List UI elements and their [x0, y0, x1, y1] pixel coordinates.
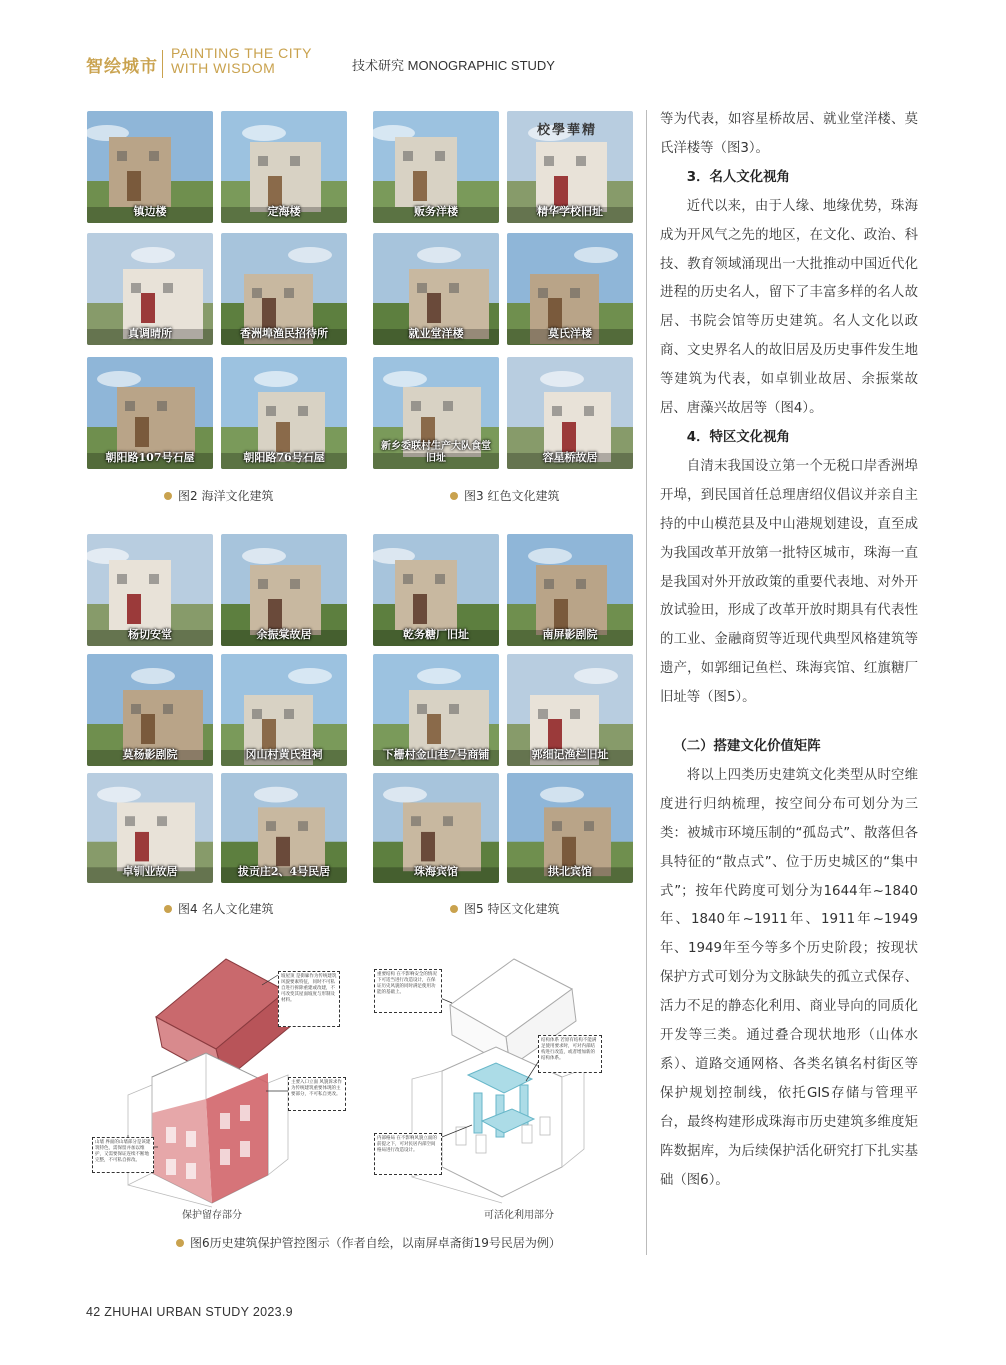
- fig6-caption: [176, 1234, 561, 1251]
- building-photo: [87, 773, 213, 883]
- note-gable-wall: 山墙 界面的山墙部分是该建筑特色，需保留并加以维护，又需要保证连续不断地完整，不可私自拆改。: [92, 1137, 154, 1173]
- building-photo: [373, 111, 499, 223]
- photo-label: 新乡委联村生产大队食堂旧址: [381, 441, 491, 464]
- fig2-caption-text: 图2 海洋文化建筑: [178, 489, 274, 503]
- building-photo: [373, 357, 499, 469]
- photo-label: 杨切安堂: [128, 628, 172, 641]
- note-entrance-facade: 主要入口立面 风貌诉求作为传统建筑重要体现的主要部分，不可私自更改。: [288, 1077, 346, 1111]
- photo-label: 下栅村金山巷7号商铺: [382, 748, 490, 761]
- building-photo: [221, 111, 347, 223]
- heading-celebrity-culture: 3．名人文化视角: [686, 169, 790, 185]
- building-photo: [87, 654, 213, 766]
- protected-part-diagram: [88, 945, 348, 1210]
- caption-bullet: [164, 492, 172, 500]
- reusable-part-label: 可活化利用部分: [484, 1210, 554, 1221]
- photo-label: 就业堂洋楼: [408, 327, 464, 340]
- building-photo: [221, 357, 347, 469]
- building-photo: [507, 357, 633, 469]
- photo-label: 拔贡庄2、4号民居: [237, 865, 331, 878]
- building-photo: [87, 534, 213, 646]
- fig4-caption-text: 图4 名人文化建筑: [178, 902, 274, 916]
- building-photo: [221, 654, 347, 766]
- fig3-caption-text: 图3 红色文化建筑: [464, 489, 560, 503]
- fig4-caption: [164, 900, 273, 917]
- paragraph-celebrity-culture: 近代以来，由于人缘、地缘优势，珠海成为开风气之先的地区，在文化、政治、科技、教育领域涌现出一大批推动中国近代化进程的历史名人，留下了丰富多样的名人故居、书院会馆等历史建筑。名人文化以政商、文史界名人的故旧居及历史事件发生地等建筑为代表，如卓钏业故居、余振棠故居、唐藻兴故居等（图4）。: [660, 198, 918, 417]
- photo-label: 真调晴所: [128, 327, 172, 340]
- photo-label: 冈山村黄氏祖祠: [245, 748, 323, 761]
- building-photo: [221, 534, 347, 646]
- note-key-structure: 重要结构 在不影响安全的情况下可适当进行改造设计，在保证历史风貌的同时满足使用功能的基础上。: [374, 969, 442, 1013]
- brand-en-line2: WITH WISDOM: [171, 60, 276, 76]
- photo-label: 朝阳路107号石屋: [105, 451, 195, 464]
- fig5-caption: [450, 900, 559, 917]
- fig6-caption-text: 图6历史建筑保护管控图示（作者自绘，以南屏卓斋街19号民居为例）: [190, 1236, 561, 1250]
- fig2-caption: [164, 487, 273, 504]
- fig3-caption: [450, 487, 559, 504]
- building-photo: [373, 534, 499, 646]
- magazine-brand: 智绘城市: [86, 57, 158, 77]
- photo-label: 容星桥故居: [542, 451, 598, 464]
- body-text-column: [660, 106, 918, 1196]
- heading-sez-culture: 4．特区文化视角: [686, 429, 790, 445]
- photo-label: 拱北宾馆: [548, 865, 592, 878]
- photo-label: 贩务洋楼: [414, 205, 458, 218]
- header-divider: [162, 50, 163, 78]
- photo-label: 珠海宾馆: [414, 865, 458, 878]
- caption-bullet: [164, 905, 172, 913]
- reusable-part-diagram: [372, 945, 634, 1210]
- protected-part-label: 保护留存部分: [182, 1210, 242, 1221]
- heading-value-matrix: （二）搭建文化价值矩阵: [673, 739, 821, 755]
- photo-label: 郭细记渔栏旧址: [531, 748, 609, 761]
- caption-bullet: [450, 905, 458, 913]
- magazine-brand-en: [171, 46, 312, 76]
- note-structural-system: 结构体系 若原有结构不能满足使用要求时，可对内部结构进行改造，或者增加新的结构体系。: [538, 1035, 602, 1073]
- building-photo: [507, 534, 633, 646]
- caption-bullet: [450, 492, 458, 500]
- building-photo: [87, 357, 213, 469]
- note-interior-layout: 内部格局 在不影响风貌立面的前提之下，可对民居内部空间格局进行改造设计。: [374, 1133, 442, 1175]
- photo-label: 镇边楼: [133, 205, 167, 218]
- building-photo: [507, 111, 633, 223]
- building-photo: [373, 233, 499, 345]
- photo-label: 卓钏业故居: [122, 865, 178, 878]
- photo-label: 香洲埠渔民招待所: [240, 327, 328, 340]
- photo-label: 莫杨影剧院: [122, 748, 178, 761]
- photo-label: 莫氏洋楼: [548, 327, 592, 340]
- building-photo: [507, 654, 633, 766]
- building-photo: [221, 773, 347, 883]
- photo-label: 乾务糖厂旧址: [403, 628, 469, 641]
- page-footer: 42 ZHUHAI URBAN STUDY 2023.9: [86, 1305, 293, 1319]
- photo-label: 朝阳路76号石屋: [243, 451, 325, 464]
- paragraph-sez-culture: 自清末我国设立第一个无税口岸香洲埠开埠，到民国首任总理唐绍仪倡议并亲自主持的中山模范县及中山港规划建设，直至成为我国改革开放第一批特区城市，珠海一直是我国对外开放政策的重要代表地、对外开放试验田，形成了改革开放时期具有代表性的工业、金融商贸等近现代典型风格建筑等遗产，如郭细记鱼栏、珠海宾馆、红旗糖厂旧址等（图5）。: [660, 458, 918, 706]
- brand-en-line1: PAINTING THE CITY: [171, 45, 312, 61]
- caption-bullet: [176, 1239, 184, 1247]
- photo-label: 精华学校旧址: [537, 205, 603, 218]
- building-photo: [507, 773, 633, 883]
- photo-label: 南屏影剧院: [542, 628, 598, 641]
- photo-label: 余振棠故居: [256, 628, 312, 641]
- building-photo: [373, 654, 499, 766]
- school-sign-text: 校學華精: [537, 123, 598, 138]
- building-photo: [373, 773, 499, 883]
- section-title: 技术研究 MONOGRAPHIC STUDY: [352, 58, 555, 73]
- column-divider: [646, 110, 647, 1255]
- paragraph-continued: 等为代表，如容星桥故居、就业堂洋楼、莫氏洋楼等（图3）。: [660, 112, 918, 156]
- fig5-caption-text: 图5 特区文化建筑: [464, 902, 560, 916]
- building-photo: [87, 233, 213, 345]
- building-photo: [507, 233, 633, 345]
- building-photo: [221, 233, 347, 345]
- note-roof: 坡屋顶 是街廊作为传统建筑风貌要素特征，同时不可私自进行拆除重建或改建，不可改变其屋面坡度与形制及材料。: [278, 971, 340, 1027]
- photo-label: 定海楼: [267, 205, 301, 218]
- paragraph-value-matrix: 将以上四类历史建筑文化类型从时空维度进行归纳梳理，按空间分布可划分为三类：被城市环境压制的“孤岛式”、散落但各具特征的“散点式”、位于历史城区的“集中式”；按年代跨度可划分为1644年~1840年、1840年~1911年、1911年~1949年、1949年至今等多个历史阶段；按现状保护方式可划分为文脉缺失的孤立式保存、活力不足的静态化利用、商业导向的同质化开发等三类。通过叠合现状地形（山体水系）、道路交通网格、各类名镇名村街区等保护规划控制线，依托GIS存储与管理平台，最终构建形成珠海市历史建筑多维度矩阵数据库，为后续保护活化研究打下扎实基础（图6）。: [660, 767, 918, 1188]
- building-photo: [87, 111, 213, 223]
